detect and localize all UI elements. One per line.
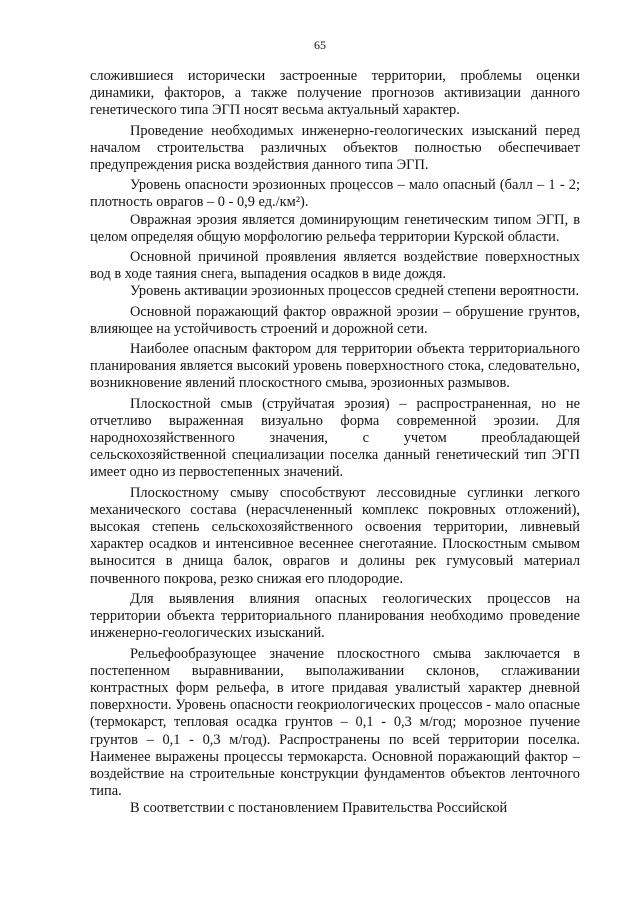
paragraph: Уровень опасности эрозионных процессов – мало опасный (балл – 1 - 2; плотность оврагов – 0 - 0,9 ед./км²). [90,177,580,211]
body-text [90,68,580,818]
paragraph: Уровень активации эрозионных процессов средней степени вероятности. [130,283,580,300]
page-number: 65 [314,38,326,52]
paragraph: Плоскостной смыв (струйчатая эрозия) – распространенная, но не отчетливо выраженная визуально форма современной эрозии. Для народнохозяйственного значения, с учетом преобладающей сельскохозяйственной специализации поселка данный генетический тип ЭГП имеет одно из первостепенных значений. [90,395,580,481]
paragraph: Наиболее опасным фактором для территории объекта территориального планирования является высокий уровень поверхностного стока, следовательно, возникновение явлений плоскостного смыва, эрозионных размывов. [90,341,580,392]
paragraph: В соответствии с постановлением Правительства Российской [130,800,508,817]
paragraph: Для выявления влияния опасных геологических процессов на территории объекта территориального планирования необходимо проведение инженерно-геологических изысканий. [90,590,580,642]
paragraph: Проведение необходимых инженерно-геологических изысканий перед началом строительства различных объектов полностью обеспечивает предупреждения риска воздействия данного типа ЭГП. [90,122,580,174]
paragraph: Овражная эрозия является доминирующим генетическим типом ЭГП, в целом определяя общую морфологию рельефа территории Курской области. [90,211,580,245]
paragraph: Плоскостному смыву способствуют лессовидные суглинки легкого механического состава (нерасчлененный комплекс покровных отложений), высокая степень сельскохозяйственного освоения территории, ливневый характер осадков и интенсивное весеннее снеготаяние. Плоскостным смывом выносится в днища балок, оврагов и долины рек гумусовый материал почвенного покрова, резко снижая его плодородие. [90,484,580,587]
paragraph: Основной причиной проявления является воздействие поверхностных вод в ходе таяния снега, выпадения осадков в виде дождя. [90,249,580,283]
paragraph: Основной поражающий фактор овражной эрозии – обрушение грунтов, влияющее на устойчивость строений и дорожной сети. [90,303,580,337]
paragraph: Рельефообразующее значение плоскостного смыва заключается в постепенном выравнивании, выполаживании склонов, сглаживании контрастных форм рельефа, в итоге придавая увалистый характер дневной поверхности. Уровень опасности геокриологических процессов - мало опасные (термокарст, тепловая осадка грунтов – 0,1 - 0,3 м/год; морозное пучение грунтов – 0,1 - 0,3 м/год). Распространены по всей территории поселка. Наименее выражены процессы термокарста. Основной поражающий фактор – воздействие на строительные конструкции фундаментов объектов ленточного типа. [90,645,580,800]
paragraph: сложившиеся исторически застроенные территории, проблемы оценки динамики, факторов, а также получение прогнозов активизации данного генетического типа ЭГП носят весьма актуальный характер. [90,68,580,119]
